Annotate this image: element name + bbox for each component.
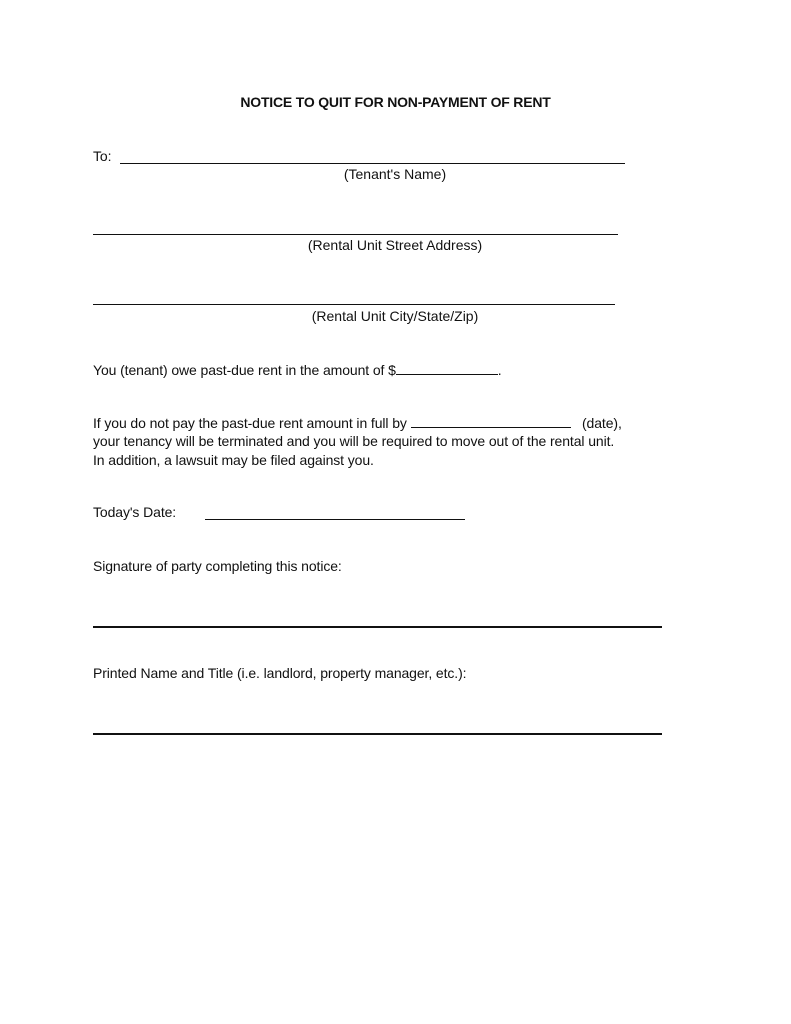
city-state-zip-line[interactable] bbox=[93, 304, 615, 305]
todays-date-line[interactable] bbox=[205, 519, 465, 520]
street-address-caption: (Rental Unit Street Address) bbox=[307, 237, 483, 253]
amount-owed-text: You (tenant) owe past-due rent in the amount of $ bbox=[93, 362, 396, 378]
lawsuit-text: In addition, a lawsuit may be filed against you. bbox=[93, 452, 374, 468]
to-label: To: bbox=[93, 148, 112, 164]
signature-label: Signature of party completing this notice: bbox=[93, 558, 342, 574]
pay-by-date-label: (date), bbox=[581, 415, 622, 431]
printed-name-line[interactable] bbox=[93, 733, 662, 735]
todays-date-label: Today's Date: bbox=[93, 504, 177, 520]
pay-by-date-field[interactable] bbox=[411, 415, 571, 428]
tenant-name-caption: (Tenant's Name) bbox=[343, 166, 447, 182]
pay-by-text: If you do not pay the past-due rent amount in full by bbox=[93, 415, 407, 431]
city-state-zip-caption: (Rental Unit City/State/Zip) bbox=[311, 308, 479, 324]
signature-line[interactable] bbox=[93, 626, 662, 628]
pay-by-row bbox=[93, 415, 622, 432]
printed-name-label: Printed Name and Title (i.e. landlord, property manager, etc.): bbox=[93, 665, 467, 681]
termination-text: your tenancy will be terminated and you will be required to move out of the rental unit. bbox=[93, 433, 615, 449]
amount-owed-field[interactable] bbox=[396, 362, 498, 375]
amount-owed-period: . bbox=[497, 362, 502, 378]
street-address-line[interactable] bbox=[93, 234, 618, 235]
tenant-name-line[interactable] bbox=[120, 163, 625, 164]
amount-owed-row bbox=[93, 362, 502, 379]
document-title: NOTICE TO QUIT FOR NON-PAYMENT OF RENT bbox=[240, 94, 551, 110]
